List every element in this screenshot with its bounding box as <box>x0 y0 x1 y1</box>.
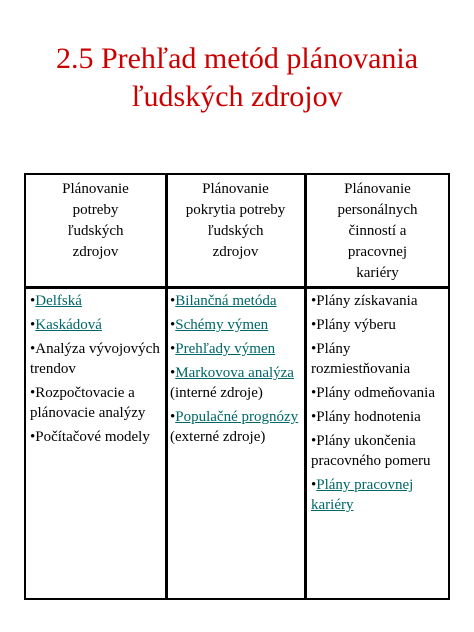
header-line: Plánovanie <box>202 181 269 197</box>
list-item <box>170 363 302 403</box>
column-1-list <box>30 291 161 451</box>
header-line: potreby <box>72 202 119 218</box>
bullet: • <box>170 409 176 425</box>
list-item <box>170 407 302 447</box>
bullet: • <box>311 385 317 401</box>
list-item <box>311 475 446 515</box>
list-item <box>311 407 446 427</box>
bullet: • <box>30 317 36 333</box>
item-text: Plány hodnotenia <box>316 409 421 425</box>
bullet: • <box>170 341 176 357</box>
bullet: • <box>30 293 36 309</box>
bullet: • <box>170 317 176 333</box>
methods-table <box>24 173 450 600</box>
bullet: • <box>30 429 36 445</box>
item-text: Plány rozmiestňovania <box>311 341 411 377</box>
header-line: ľudských <box>67 223 124 239</box>
method-link-schemy[interactable]: Schémy výmen <box>175 317 269 333</box>
bullet: • <box>311 317 317 333</box>
method-link-delfska[interactable]: Delfská <box>35 293 82 309</box>
header-divider <box>26 286 448 289</box>
bullet: • <box>170 293 176 309</box>
title-line-1: 2.5 Prehľad metód plánovania <box>55 42 419 75</box>
list-item <box>170 291 302 311</box>
item-text: Plány ukončenia pracovného pomeru <box>311 433 431 469</box>
bullet: • <box>170 365 176 381</box>
header-line: pokrytia potreby <box>185 202 286 218</box>
list-item <box>311 383 446 403</box>
bullet: • <box>311 341 317 357</box>
method-link-prehlady[interactable]: Prehľady výmen <box>175 341 276 357</box>
list-item <box>311 431 446 471</box>
list-item <box>30 383 161 423</box>
list-item <box>311 339 446 379</box>
list-item <box>170 339 302 359</box>
header-line: ľudských <box>207 223 264 239</box>
item-text: (interné zdroje) <box>170 385 263 401</box>
bullet: • <box>311 293 317 309</box>
list-item <box>30 339 161 379</box>
bullet: • <box>311 409 317 425</box>
column-header-1 <box>28 179 163 263</box>
page-title <box>0 40 474 116</box>
list-item <box>30 291 161 311</box>
bullet: • <box>30 385 36 401</box>
item-text: Plány odmeňovania <box>316 385 435 401</box>
bullet: • <box>311 433 317 449</box>
method-link-kaskadova[interactable]: Kaskádová <box>35 317 102 333</box>
item-text: Rozpočtovacie a plánovacie analýzy <box>30 385 146 421</box>
header-line: kariéry <box>356 265 399 281</box>
list-item <box>311 291 446 311</box>
header-line: Plánovanie <box>62 181 129 197</box>
header-line: zdrojov <box>212 244 259 260</box>
item-text: (externé zdroje) <box>170 429 266 445</box>
header-line: Plánovanie <box>344 181 411 197</box>
column-header-2 <box>167 179 304 263</box>
method-link-markovova[interactable]: Markovova analýza <box>175 365 294 381</box>
header-line: činností a <box>348 223 407 239</box>
list-item <box>30 315 161 335</box>
list-item <box>170 315 302 335</box>
item-text: Počítačové modely <box>35 429 150 445</box>
method-link-bilancna[interactable]: Bilančná metóda <box>175 293 277 309</box>
item-text: Plány výberu <box>316 317 396 333</box>
list-item <box>30 427 161 447</box>
header-line: zdrojov <box>72 244 119 260</box>
title-line-2: ľudských zdrojov <box>131 80 343 113</box>
method-link-planov-kariery[interactable]: Plány pracovnej kariéry <box>311 477 414 513</box>
column-3-list <box>311 291 446 519</box>
header-line: personálnych <box>337 202 418 218</box>
item-text: Analýza vývojových trendov <box>30 341 160 377</box>
list-item <box>311 315 446 335</box>
method-link-populacne[interactable]: Populačné prognózy <box>175 409 299 425</box>
header-line: pracovnej <box>347 244 408 260</box>
bullet: • <box>30 341 36 357</box>
column-2-list <box>170 291 302 451</box>
bullet: • <box>311 477 317 493</box>
item-text: Plány získavania <box>316 293 418 309</box>
column-header-3 <box>307 179 448 284</box>
